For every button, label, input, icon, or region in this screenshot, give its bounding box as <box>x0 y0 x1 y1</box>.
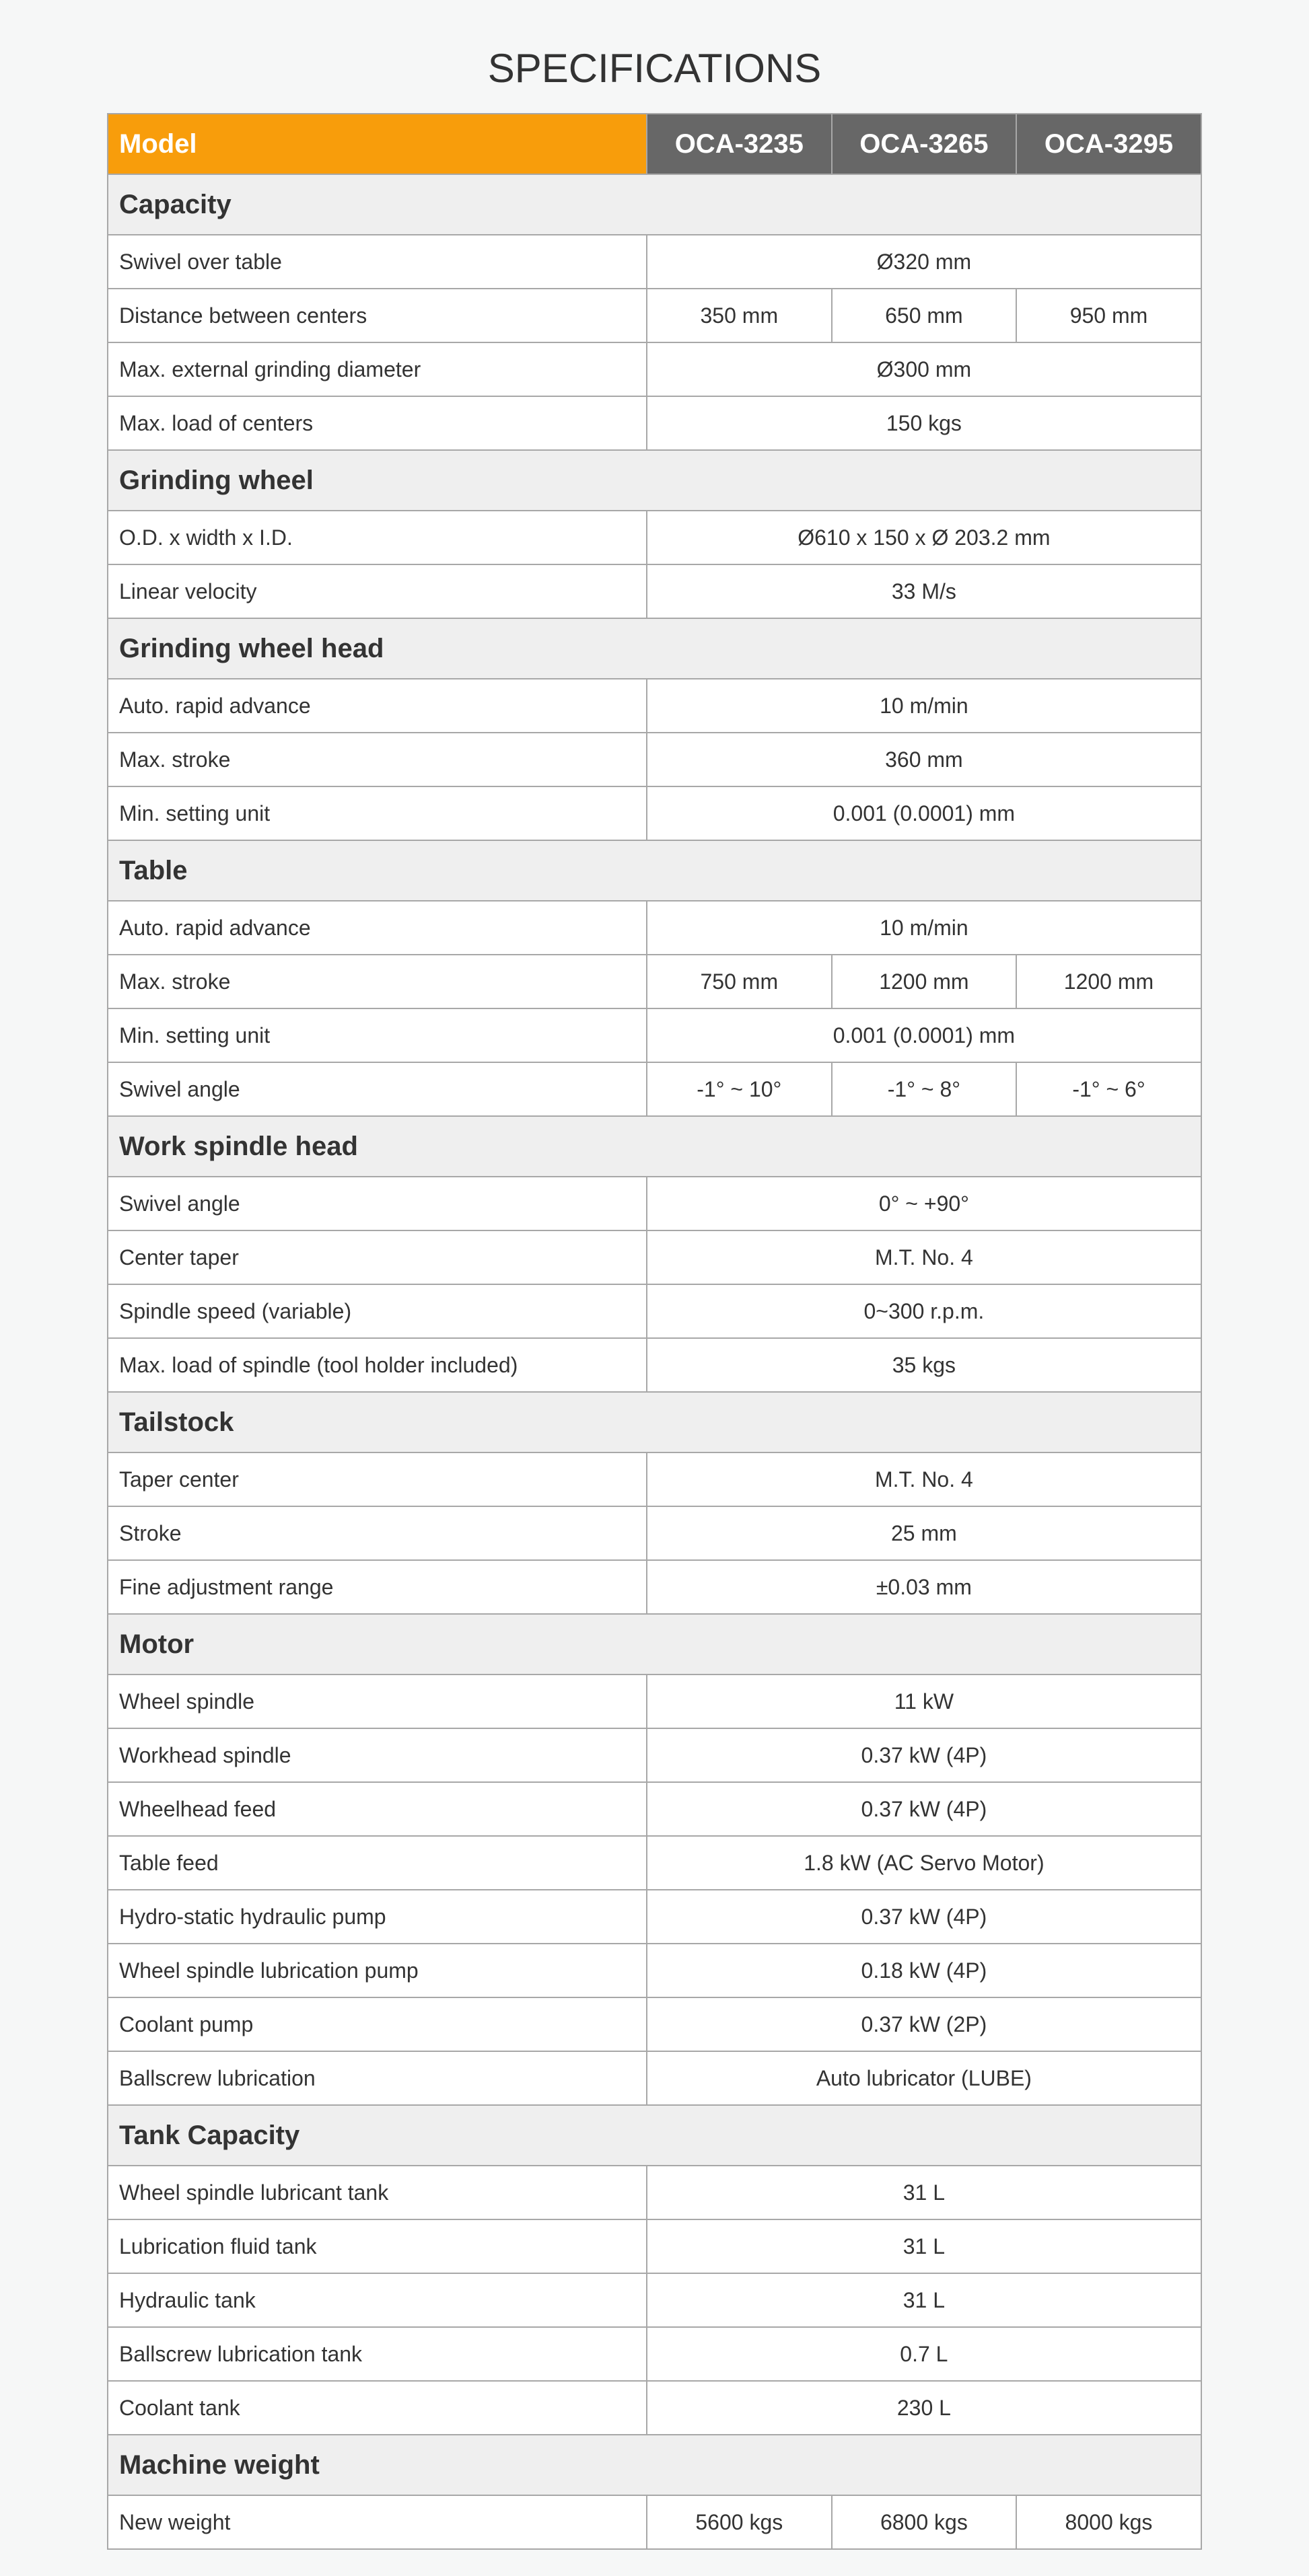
section-title: Machine weight <box>108 2435 1201 2495</box>
spec-value: Ø610 x 150 x Ø 203.2 mm <box>647 511 1201 564</box>
section-header-row <box>108 840 1201 901</box>
spec-value: 6800 kgs <box>832 2495 1017 2549</box>
section-title: Tank Capacity <box>108 2105 1201 2166</box>
table-row <box>108 1782 1201 1836</box>
spec-label: New weight <box>108 2495 647 2549</box>
spec-value: 0.001 (0.0001) mm <box>647 786 1201 840</box>
table-row <box>108 1890 1201 1944</box>
table-row <box>108 679 1201 733</box>
spec-value: 10 m/min <box>647 901 1201 955</box>
table-row <box>108 2166 1201 2219</box>
spec-value: 33 M/s <box>647 564 1201 618</box>
section-header-row <box>108 450 1201 511</box>
table-row <box>108 2273 1201 2327</box>
table-row <box>108 1560 1201 1614</box>
spec-label: Linear velocity <box>108 564 647 618</box>
table-row <box>108 786 1201 840</box>
spec-label: Swivel angle <box>108 1062 647 1116</box>
spec-value: 650 mm <box>832 289 1017 342</box>
spec-value: 950 mm <box>1016 289 1201 342</box>
spec-value: 230 L <box>647 2381 1201 2435</box>
table-row <box>108 2219 1201 2273</box>
section-title: Capacity <box>108 174 1201 235</box>
model-column-header: OCA-3295 <box>1016 114 1201 174</box>
spec-value: 0.37 kW (4P) <box>647 1782 1201 1836</box>
spec-value: 0~300 r.p.m. <box>647 1284 1201 1338</box>
table-row <box>108 1944 1201 1997</box>
spec-label: Center taper <box>108 1230 647 1284</box>
spec-value: 8000 kgs <box>1016 2495 1201 2549</box>
spec-label: Wheel spindle <box>108 1675 647 1728</box>
spec-value: 0.18 kW (4P) <box>647 1944 1201 1997</box>
spec-value: 11 kW <box>647 1675 1201 1728</box>
spec-label: Workhead spindle <box>108 1728 647 1782</box>
spec-value: 35 kgs <box>647 1338 1201 1392</box>
page-title: SPECIFICATIONS <box>487 46 822 91</box>
spec-value: 750 mm <box>647 955 832 1008</box>
table-row <box>108 396 1201 450</box>
table-row <box>108 1230 1201 1284</box>
table-row <box>108 2327 1201 2381</box>
section-title: Grinding wheel head <box>108 618 1201 679</box>
section-header-row <box>108 1116 1201 1177</box>
spec-label: Wheel spindle lubricant tank <box>108 2166 647 2219</box>
section-title: Work spindle head <box>108 1116 1201 1177</box>
specifications-table <box>107 113 1202 2550</box>
spec-label: Hydraulic tank <box>108 2273 647 2327</box>
table-row <box>108 1506 1201 1560</box>
spec-label: Lubrication fluid tank <box>108 2219 647 2273</box>
spec-label: Fine adjustment range <box>108 1560 647 1614</box>
spec-value: ±0.03 mm <box>647 1560 1201 1614</box>
section-header-row <box>108 174 1201 235</box>
table-row <box>108 1062 1201 1116</box>
spec-value: 0.37 kW (4P) <box>647 1728 1201 1782</box>
spec-label: Max. external grinding diameter <box>108 342 647 396</box>
table-row <box>108 511 1201 564</box>
spec-label: Max. load of centers <box>108 396 647 450</box>
section-header-row <box>108 618 1201 679</box>
model-column-header: OCA-3235 <box>647 114 832 174</box>
table-row <box>108 1452 1201 1506</box>
spec-value: 31 L <box>647 2273 1201 2327</box>
spec-value: 0.001 (0.0001) mm <box>647 1008 1201 1062</box>
section-title: Table <box>108 840 1201 901</box>
spec-value: 0.37 kW (2P) <box>647 1997 1201 2051</box>
spec-label: Swivel angle <box>108 1177 647 1230</box>
section-title: Grinding wheel <box>108 450 1201 511</box>
spec-value: M.T. No. 4 <box>647 1230 1201 1284</box>
spec-value: 360 mm <box>647 733 1201 786</box>
section-title: Motor <box>108 1614 1201 1675</box>
spec-value: Ø320 mm <box>647 235 1201 289</box>
model-column-header: OCA-3265 <box>832 114 1017 174</box>
table-row <box>108 2051 1201 2105</box>
table-row <box>108 1338 1201 1392</box>
table-row <box>108 1836 1201 1890</box>
spec-label: O.D. x width x I.D. <box>108 511 647 564</box>
spec-label: Taper center <box>108 1452 647 1506</box>
spec-value: 10 m/min <box>647 679 1201 733</box>
table-row <box>108 733 1201 786</box>
spec-label: Min. setting unit <box>108 1008 647 1062</box>
spec-label: Ballscrew lubrication tank <box>108 2327 647 2381</box>
spec-label: Max. load of spindle (tool holder included) <box>108 1338 647 1392</box>
model-header: Model <box>108 114 647 174</box>
section-header-row <box>108 2435 1201 2495</box>
spec-value: 0.7 L <box>647 2327 1201 2381</box>
section-header-row <box>108 1392 1201 1452</box>
spec-value: 150 kgs <box>647 396 1201 450</box>
spec-value: Auto lubricator (LUBE) <box>647 2051 1201 2105</box>
table-row <box>108 342 1201 396</box>
table-row <box>108 1997 1201 2051</box>
spec-value: M.T. No. 4 <box>647 1452 1201 1506</box>
spec-value: -1° ~ 8° <box>832 1062 1017 1116</box>
spec-label: Wheelhead feed <box>108 1782 647 1836</box>
table-body <box>108 174 1201 2549</box>
spec-value: 1.8 kW (AC Servo Motor) <box>647 1836 1201 1890</box>
spec-value: -1° ~ 10° <box>647 1062 832 1116</box>
table-row <box>108 1177 1201 1230</box>
spec-label: Ballscrew lubrication <box>108 2051 647 2105</box>
table-row <box>108 955 1201 1008</box>
table-row <box>108 1728 1201 1782</box>
table-row <box>108 2381 1201 2435</box>
spec-label: Wheel spindle lubrication pump <box>108 1944 647 1997</box>
spec-value: 31 L <box>647 2219 1201 2273</box>
spec-value: -1° ~ 6° <box>1016 1062 1201 1116</box>
spec-label: Min. setting unit <box>108 786 647 840</box>
spec-label: Swivel over table <box>108 235 647 289</box>
table-row <box>108 901 1201 955</box>
spec-value: 25 mm <box>647 1506 1201 1560</box>
section-header-row <box>108 1614 1201 1675</box>
spec-value: 1200 mm <box>1016 955 1201 1008</box>
spec-value: Ø300 mm <box>647 342 1201 396</box>
spec-label: Hydro-static hydraulic pump <box>108 1890 647 1944</box>
section-title: Tailstock <box>108 1392 1201 1452</box>
spec-label: Stroke <box>108 1506 647 1560</box>
table-row <box>108 1284 1201 1338</box>
table-header-row <box>108 114 1201 174</box>
spec-label: Auto. rapid advance <box>108 679 647 733</box>
spec-label: Auto. rapid advance <box>108 901 647 955</box>
spec-value: 5600 kgs <box>647 2495 832 2549</box>
table-row <box>108 1675 1201 1728</box>
section-header-row <box>108 2105 1201 2166</box>
spec-label: Coolant pump <box>108 1997 647 2051</box>
spec-label: Distance between centers <box>108 289 647 342</box>
table-row <box>108 2495 1201 2549</box>
table-row <box>108 235 1201 289</box>
spec-label: Coolant tank <box>108 2381 647 2435</box>
spec-value: 350 mm <box>647 289 832 342</box>
table-row <box>108 1008 1201 1062</box>
table-row <box>108 564 1201 618</box>
spec-value: 31 L <box>647 2166 1201 2219</box>
spec-value: 1200 mm <box>832 955 1017 1008</box>
spec-label: Spindle speed (variable) <box>108 1284 647 1338</box>
spec-label: Table feed <box>108 1836 647 1890</box>
spec-label: Max. stroke <box>108 955 647 1008</box>
spec-value: 0° ~ +90° <box>647 1177 1201 1230</box>
spec-label: Max. stroke <box>108 733 647 786</box>
table-row <box>108 289 1201 342</box>
spec-value: 0.37 kW (4P) <box>647 1890 1201 1944</box>
